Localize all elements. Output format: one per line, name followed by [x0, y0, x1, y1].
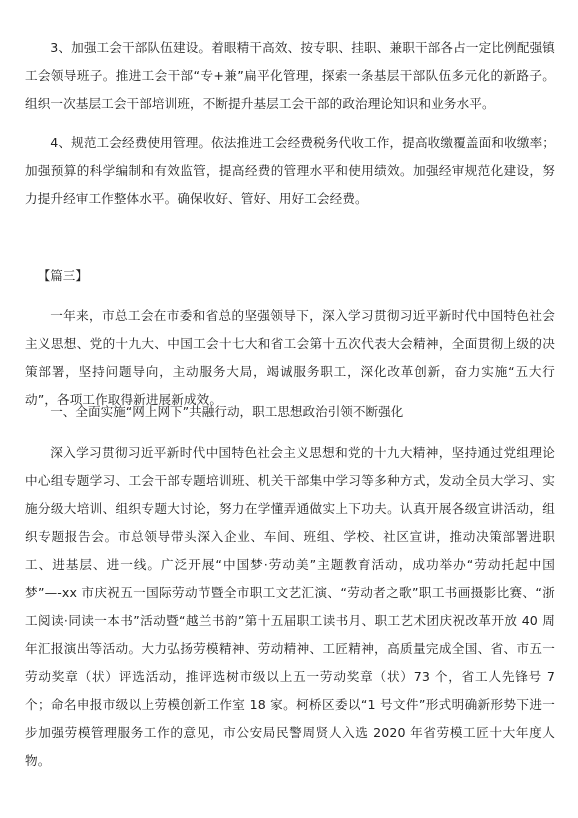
paragraph-funds-management: 4、规范工会经费使用管理。依法推进工会经费税务代收工作，提高收缴覆盖面和收缴率；加强预算的科学编制和有效监管，提高经费的管理水平和使用绩效。加强经审规范化建设，努力提升经审工作整体水平。确保收好、管好、用好工会经费。 [25, 135, 555, 206]
paragraph-ideological-guidance: 深入学习贯彻习近平新时代中国特色社会主义思想和党的十九大精神，坚持通过党组理论中心组专题学习、工会干部专题培训班、机关干部集中学习等多种方式，发动全员大学习、实施分级大培训、组织专题大讨论，努力在学懂弄通做实上下功夫。认真开展各级宣讲活动，组织专题报告会。市总领导带头深入企业、车间、班组、学校、社区宣讲，推动决策部署进职工、进基层、进一线。广泛开展“中国梦·劳动美”主题教育活动，成功举办“劳动托起中国梦”—-xx 市庆祝五一国际劳动节暨全市职工文艺汇演、“劳动者之歌”职工书画摄影比赛、“浙工阅读·同读一本书”活动暨“越兰书韵”第十五届职工读书月、职工艺术团庆祝改革开放 40 周年汇报演出等活动。大力弘扬劳模精神、劳动精神、工匠精神，高质量完成全国、省、市五一劳动奖章（状）评选活动，推评选树市级以上五一劳动奖章（状）73 个，省工人先锋号 7 个；命名申报市级以上劳模创新工作室 18 家。柯桥区委以“1 号文件”形式明确新形势下进一步加强劳模管理服务工作的意见，市公安局民警周贤人入选 2020 年省劳模工匠十大年度人物。 [25, 445, 555, 768]
section-label: 【篇三】 [37, 268, 88, 283]
section-heading-1: 一、全面实施“网上网下”共融行动，职工思想政治引领不断强化 [50, 404, 404, 419]
paragraph-cadre-team-building: 3、加强工会干部队伍建设。着眼精干高效、按专职、挂职、兼职干部各占一定比例配强镇工会领导班子。推进工会干部“专+兼”扁平化管理，探索一条基层干部队伍多元化的新路子。组织一次基层工会干部培训班，不断提升基层工会干部的政治理论知识和业务水平。 [25, 40, 555, 111]
paragraph-annual-summary: 一年来，市总工会在市委和省总的坚强领导下，深入学习贯彻习近平新时代中国特色社会主义思想、党的十九大、中国工会十七大和省工会第十五次代表大会精神，全面贯彻上级的决策部署，坚持问题导向，主动服务大局，竭诚服务职工，深化改革创新，奋力实施“五大行动”，各项工作取得新进展新成效。 [25, 308, 555, 407]
